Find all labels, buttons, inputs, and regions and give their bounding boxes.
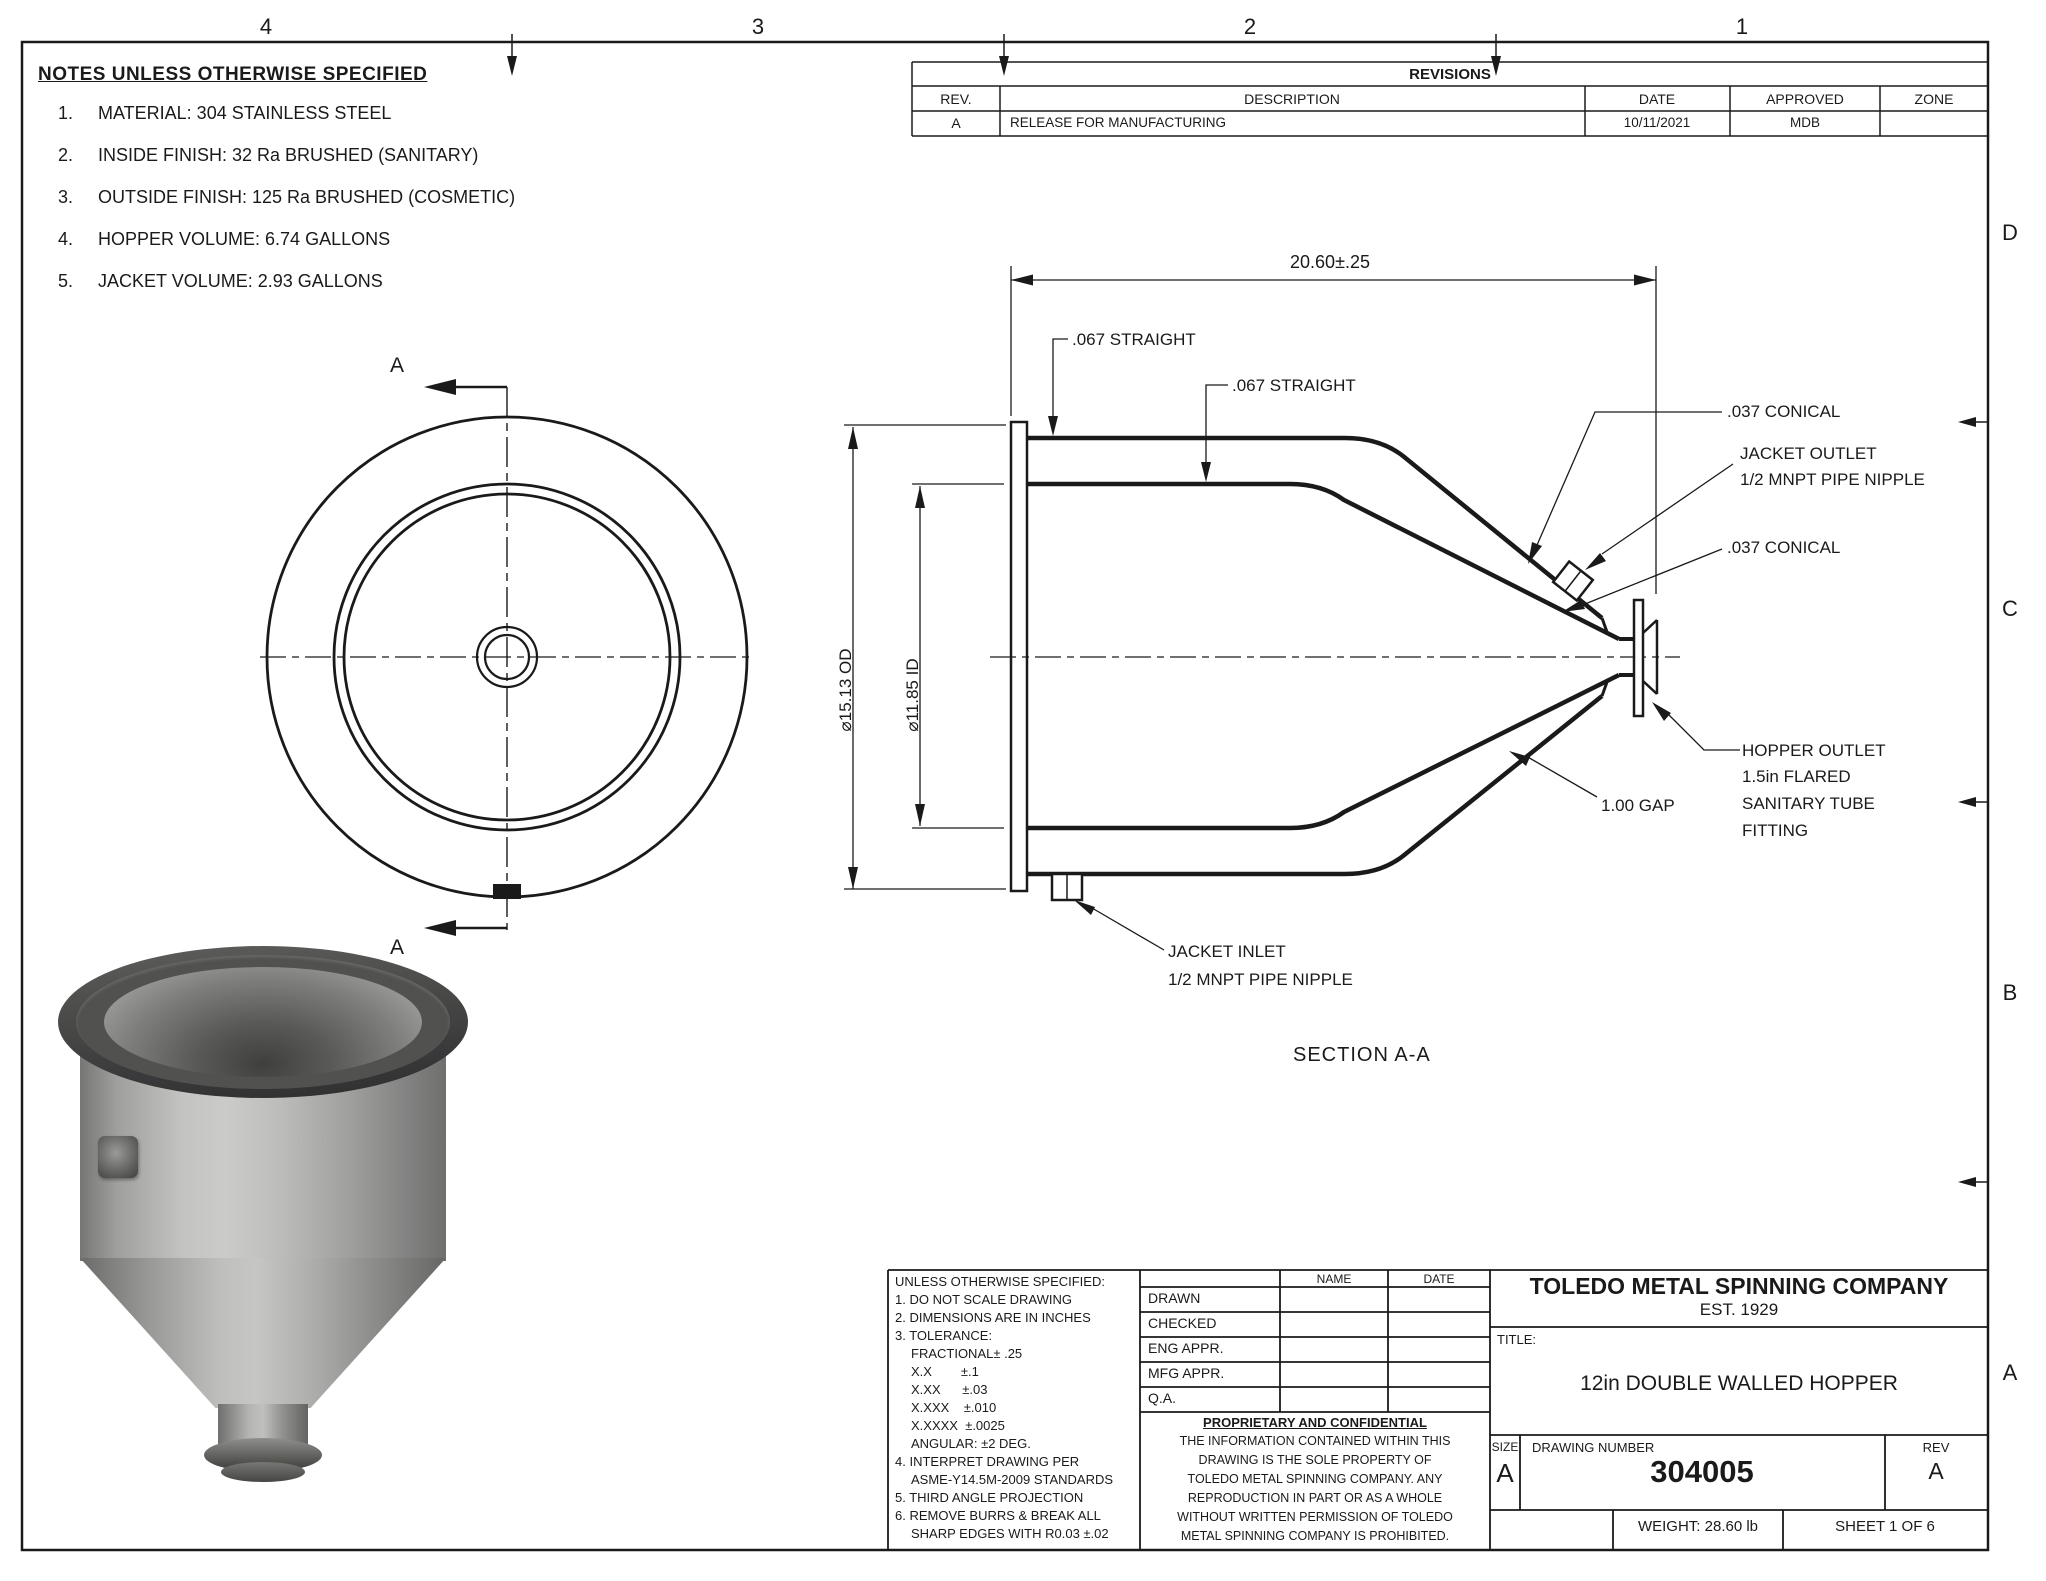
dim-straight-2: .067 STRAIGHT	[1232, 376, 1356, 395]
tb-tol-l10: ANGULAR: ±2 DEG.	[911, 1436, 1031, 1451]
jacket-inlet-nipple	[1052, 874, 1082, 900]
revisions-col-description: DESCRIPTION	[1244, 91, 1340, 107]
tb-tol-l7: X.XX ±.03	[911, 1382, 988, 1397]
company-established: EST. 1929	[1699, 1300, 1779, 1319]
dim-straight-1: .067 STRAIGHT	[1072, 330, 1196, 349]
note-item: 2. INSIDE FINISH: 32 Ra BRUSHED (SANITARY)	[58, 145, 479, 165]
label-hopper-outlet-2: 1.5in FLARED	[1742, 767, 1851, 786]
tb-proprietary-l6: METAL SPINNING COMPANY IS PROHIBITED.	[1180, 1529, 1450, 1543]
jacket-outlet-nipple	[1553, 562, 1593, 601]
zone-label-right-c: C	[2002, 596, 2018, 621]
tb-weight: WEIGHT: 28.60 lb	[1637, 1518, 1759, 1535]
dim-overall-length: 20.60±.25	[1290, 252, 1370, 272]
dimensions	[844, 266, 1740, 950]
label-jacket-outlet-nipple: 1/2 MNPT PIPE NIPPLE	[1740, 470, 1925, 489]
zone-label-right-d: D	[2002, 220, 2018, 245]
revision-row-rev: A	[951, 115, 961, 131]
company-name: TOLEDO METAL SPINNING COMPANY	[1529, 1273, 1949, 1299]
jacket-inlet-top-view	[493, 884, 521, 899]
revisions-col-zone: ZONE	[1914, 91, 1954, 107]
dim-od: ⌀15.13 OD	[836, 648, 855, 732]
side-fitting-render	[98, 1136, 138, 1178]
tb-tol-l14: 6. REMOVE BURRS & BREAK ALL	[895, 1508, 1101, 1523]
tb-tol-l3: 2. DIMENSIONS ARE IN INCHES	[895, 1310, 1091, 1325]
revision-row-description: RELEASE FOR MANUFACTURING	[1010, 115, 1227, 130]
tb-approvals-col-name: NAME	[1316, 1272, 1352, 1286]
label-jacket-outlet: JACKET OUTLET	[1740, 444, 1877, 463]
note-item: 3. OUTSIDE FINISH: 125 Ra BRUSHED (COSMETIC)	[58, 187, 516, 207]
tb-drawing-number-label: DRAWING NUMBER	[1532, 1440, 1655, 1455]
section-caption: SECTION A-A	[1293, 1044, 1431, 1066]
section-view	[990, 422, 1680, 900]
tb-rev-label: REV	[1922, 1440, 1950, 1455]
tb-proprietary-l4: REPRODUCTION IN PART OR AS A WHOLE	[1187, 1491, 1443, 1505]
dim-conical-2: .037 CONICAL	[1727, 538, 1841, 557]
tb-tol-l11: 4. INTERPRET DRAWING PER	[895, 1454, 1080, 1469]
isometric-render	[58, 946, 468, 1536]
label-jacket-inlet-nipple: 1/2 MNPT PIPE NIPPLE	[1168, 970, 1353, 989]
note-item: 4. HOPPER VOLUME: 6.74 GALLONS	[58, 229, 391, 249]
revisions-title: REVISIONS	[1409, 66, 1491, 83]
tb-tol-l6: X.X ±.1	[911, 1364, 979, 1379]
note-item: 5. JACKET VOLUME: 2.93 GALLONS	[58, 271, 383, 291]
drawing-number: 304005	[1650, 1454, 1754, 1489]
hopper-outlet-tip-render	[221, 1462, 305, 1482]
tb-tol-l15: SHARP EDGES WITH R0.03 ±.02	[911, 1526, 1109, 1541]
tb-proprietary-l1: THE INFORMATION CONTAINED WITHIN THIS	[1179, 1434, 1451, 1448]
zone-label-top-1: 1	[1735, 14, 1749, 39]
tb-tol-l13: 5. THIRD ANGLE PROJECTION	[895, 1490, 1084, 1505]
tb-proprietary-title: PROPRIETARY AND CONFIDENTIAL	[1203, 1415, 1427, 1430]
tb-approval-row-mfg-appr: MFG APPR.	[1148, 1365, 1225, 1381]
tb-tol-l12: ASME-Y14.5M-2009 STANDARDS	[911, 1472, 1114, 1487]
label-hopper-outlet-3: SANITARY TUBE	[1742, 794, 1875, 813]
label-hopper-outlet-4: FITTING	[1742, 821, 1809, 840]
hopper-cone-render	[80, 1258, 446, 1408]
dim-gap: 1.00 GAP	[1601, 796, 1675, 815]
dim-conical-1: .037 CONICAL	[1727, 402, 1841, 421]
zone-label-right-a: A	[2002, 1360, 2018, 1385]
notes-title: NOTES UNLESS OTHERWISE SPECIFIED	[38, 64, 428, 85]
hopper-outlet-ferrule	[1634, 600, 1643, 716]
revision-row-approved: MDB	[1790, 115, 1820, 130]
tb-approval-row-qa: Q.A.	[1148, 1390, 1177, 1406]
tb-tol-l2: 1. DO NOT SCALE DRAWING	[895, 1292, 1072, 1307]
label-hopper-outlet-1: HOPPER OUTLET	[1742, 741, 1886, 760]
tb-approval-row-eng-appr: ENG APPR.	[1148, 1340, 1224, 1356]
drawing-title: 12in DOUBLE WALLED HOPPER	[1580, 1372, 1898, 1395]
zone-label-right-b: B	[2002, 980, 2018, 1005]
tb-tol-l5: FRACTIONAL± .25	[911, 1346, 1023, 1361]
revisions-col-date: DATE	[1638, 91, 1676, 107]
tb-size-value: A	[1496, 1458, 1514, 1488]
arrowheads	[424, 56, 1976, 1187]
revisions-col-approved: APPROVED	[1766, 91, 1844, 107]
tb-proprietary-l3: TOLEDO METAL SPINNING COMPANY. ANY	[1187, 1472, 1443, 1486]
tb-approvals-col-date: DATE	[1423, 1272, 1455, 1286]
tb-title-label: TITLE:	[1497, 1332, 1537, 1347]
revisions-col-rev: REV.	[940, 91, 972, 107]
tb-tol-l9: X.XXXX ±.0025	[911, 1418, 1005, 1433]
section-arrow-label-bottom: A	[390, 936, 405, 959]
top-view	[260, 387, 754, 930]
section-arrow-label-top: A	[390, 354, 405, 377]
label-jacket-inlet: JACKET INLET	[1168, 942, 1286, 961]
dim-id: ⌀11.85 ID	[903, 658, 922, 732]
tb-tol-l1: UNLESS OTHERWISE SPECIFIED:	[895, 1274, 1105, 1289]
tb-size-label: SIZE	[1491, 1440, 1519, 1454]
revision-row-date: 10/11/2021	[1623, 115, 1691, 130]
hopper-cavity-render	[104, 967, 422, 1077]
note-item: 1. MATERIAL: 304 STAINLESS STEEL	[58, 103, 392, 123]
tb-sheet: SHEET 1 OF 6	[1835, 1518, 1935, 1535]
tb-proprietary-l5: WITHOUT WRITTEN PERMISSION OF TOLEDO	[1177, 1510, 1453, 1524]
tb-tol-l4: 3. TOLERANCE:	[895, 1328, 993, 1343]
zone-label-top-4: 4	[259, 14, 273, 39]
tb-approval-row-checked: CHECKED	[1148, 1315, 1217, 1331]
zone-label-top-3: 3	[751, 14, 765, 39]
tb-tol-l8: X.XXX ±.010	[911, 1400, 997, 1415]
tb-rev-value: A	[1928, 1458, 1944, 1484]
tb-proprietary-l2: DRAWING IS THE SOLE PROPERTY OF	[1198, 1453, 1432, 1467]
tb-approval-row-drawn: DRAWN	[1148, 1290, 1201, 1306]
zone-label-top-2: 2	[1243, 14, 1257, 39]
